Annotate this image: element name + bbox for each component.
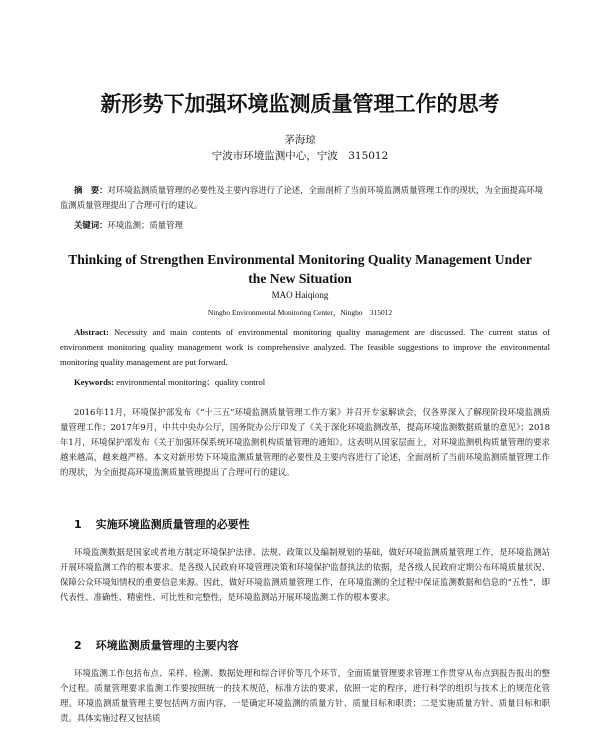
keywords-cn-text: 环境监测；质量管理	[107, 220, 183, 230]
abstract-cn-label: 摘 要：	[74, 185, 108, 195]
paper-title-cn: 新形势下加强环境监测质量管理工作的思考	[100, 92, 500, 116]
paper-title-en: Thinking of Strengthen Environmental Monitoring Quality Management Under the New Situation	[68, 252, 532, 286]
author-en: MAO Haiqiong	[271, 290, 329, 300]
abstract-cn	[60, 183, 550, 213]
keywords-cn-label: 关键词：	[74, 220, 108, 230]
section-2-number: 2	[74, 639, 82, 652]
author-cn: 茅海琼	[284, 134, 316, 146]
abstract-en-text: Necessity and main contents of environmental monitoring quality management are discussed. The current status of environment monitoring quality management work is comprehensive analyzed. The feasible suggestions to improve the environmental monitoring quality management are put forward.	[60, 327, 550, 367]
affiliation-cn: 宁波市环境监测中心，宁波 315012	[211, 150, 389, 162]
section-1-title: 实施环境监测质量管理的必要性	[95, 518, 250, 531]
intro-paragraph: 2016年11月，环境保护部发布《“十三五”环境监测质量管理工作方案》并召开专家解读会，仅各界深入了解现阶段环境监测质量管理工作；2017年9月，中共中央办公厅，国务院办公厅印发了《关于深化环境监测改革，提高环境监测数据质量的意见》；2018年1月，环境保护部发布《关于加强环保系统环境监测机构质量管理的通知》。这表明从国家层面上，对环境监测机构质量管理的要求越来越高，越来越严格。本文对新形势下环境监测质量管理的必要性及主要内容进行了论述，全面剖析了当前环境监测质量管理工作的现状，为全面提高环境监测质量管理提出了合理可行的建议。	[60, 407, 550, 477]
section-2-heading	[74, 637, 239, 653]
section-2-paragraph: 环境监测工作包括布点、采样、检测、数据处理和综合评价等几个环节，全面质量管理要求管理工作贯穿从布点到报告报出的整个过程。质量管理要求监测工作要按照统一的技术规范，标准方法的要求，依照一定的程序，进行科学的组织与技术上的规范化管理。环境监测质量管理主要包括两方面内容，一是确定环境监测的质量方针、质量目标和职责；二是实施质量方针、质量目标和职责。具体实施过程又包括质	[60, 668, 550, 723]
keywords-en-label: Keywords:	[74, 377, 115, 387]
section-2-title: 环境监测质量管理的主要内容	[95, 639, 239, 652]
section-1-paragraph: 环境监测数据是国家或者地方制定环境保护法律、法规、政策以及编制规划的基础，做好环境监测质量管理工作，是环境监测站开展环境监测工作的根本要求。是各级人民政府环境管理决策和环境保护监督执法的依据，是各级人民政府定期公布环境质量状况、保障公众环境知情权的重要信息来源。因此，做好环境监测质量管理工作，在环境监测的全过程中保证监测数据和信息的“五性”，即代表性、准确性、精密性、可比性和完整性，是环境监测站开展环境监测工作的根本要求。	[60, 547, 550, 602]
section-1-number: 1	[74, 518, 82, 531]
section-1-heading	[74, 516, 250, 532]
keywords-en	[74, 376, 550, 388]
abstract-en-label: Abstract:	[74, 327, 109, 337]
abstract-en	[60, 325, 550, 370]
keywords-en-text: environmental monitoring；quality control	[114, 377, 266, 387]
affiliation-en: Ningbo Environmental Monitoring Center，Ningbo 315012	[207, 308, 393, 317]
abstract-cn-text: 对环境监测质量管理的必要性及主要内容进行了论述，全面剖析了当前环境监测质量管理工作的现状，为全面提高环境监测质量管理提出了合理可行的建议。	[60, 185, 543, 210]
keywords-cn	[74, 219, 550, 231]
